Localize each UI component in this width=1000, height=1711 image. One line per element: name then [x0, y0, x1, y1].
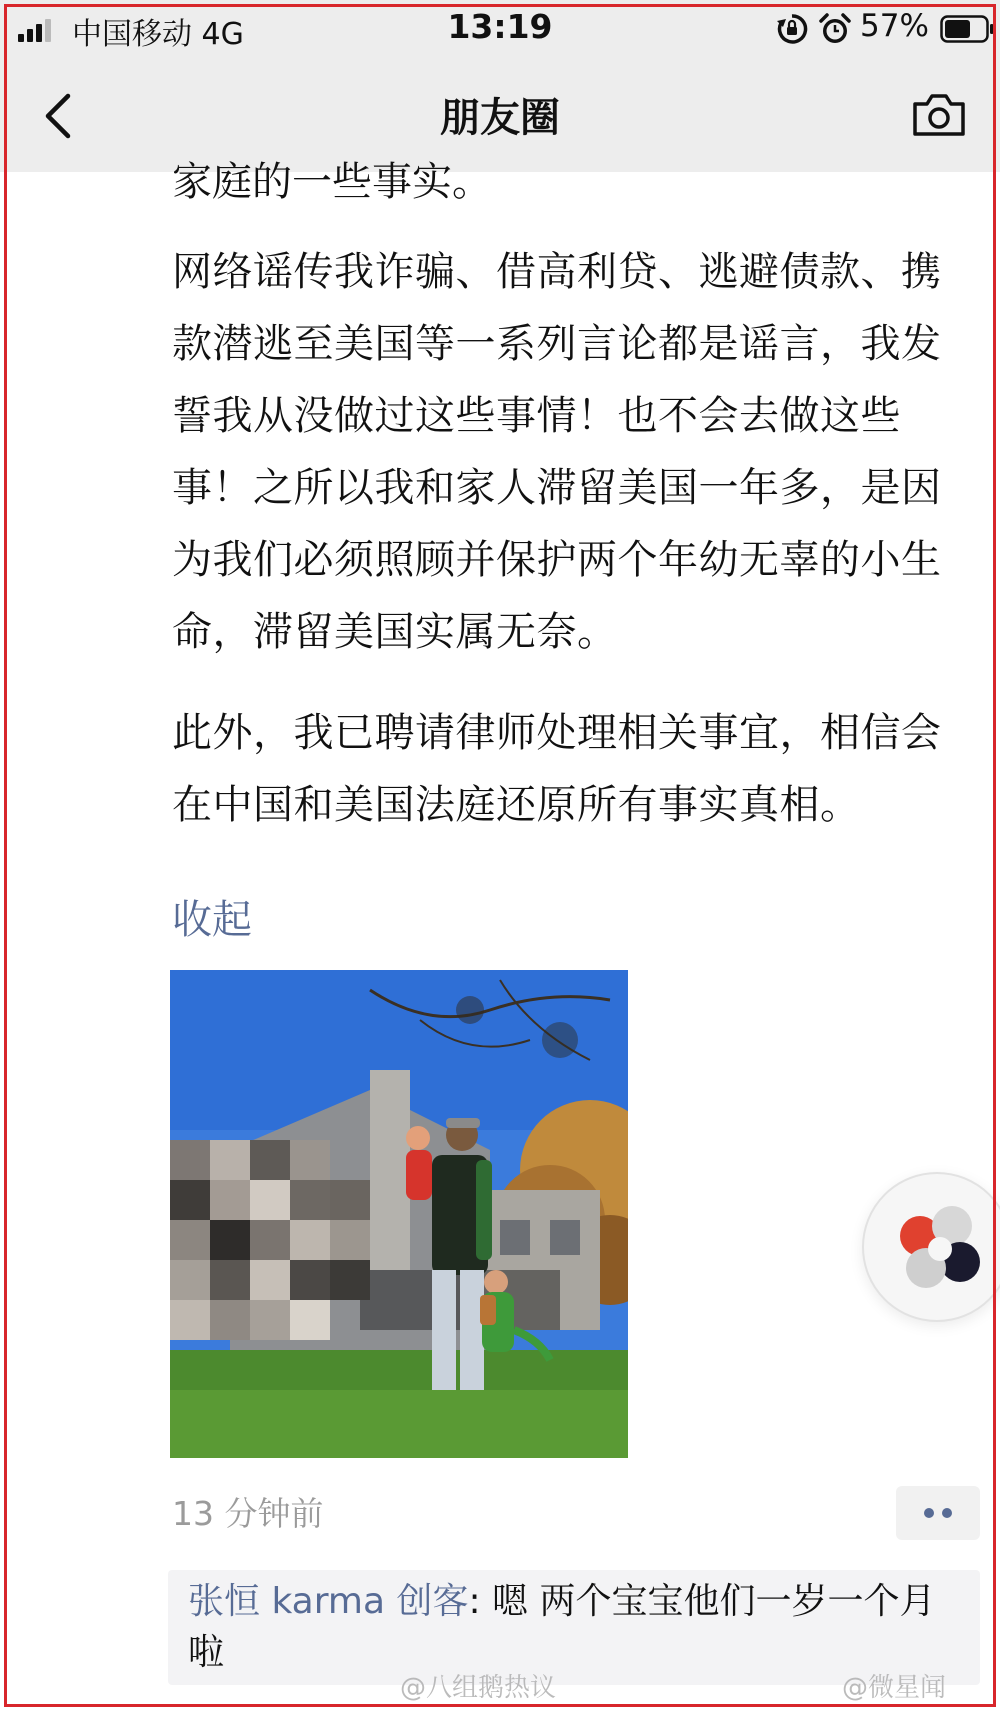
comment-separator: :	[468, 1581, 493, 1622]
more-icon	[942, 1508, 952, 1518]
watermark: @微星闻	[842, 1673, 947, 1703]
comment	[188, 1576, 968, 1678]
battery-icon	[940, 15, 994, 43]
comment-text: 嗯 两个宝宝他们一岁一个月啦	[188, 1581, 936, 1673]
post-cutoff-line: 家庭的一些事实。	[172, 159, 492, 205]
page-title: 朋友圈	[440, 95, 560, 141]
comment-author[interactable]: 张恒 karma 创客	[188, 1581, 469, 1622]
status-time: 13:19	[447, 7, 553, 46]
watermark: @八组鹅热议	[400, 1673, 557, 1703]
post-paragraph: 此外，我已聘请律师处理相关事宜，相信会在中国和美国法庭还原所有事实真相。	[172, 710, 942, 828]
pinwheel-icon	[864, 1174, 1000, 1324]
camera-icon[interactable]	[910, 90, 968, 138]
carrier-label: 中国移动 4G	[72, 17, 244, 52]
rotation-lock-icon	[776, 13, 808, 45]
post-photo[interactable]	[170, 970, 628, 1458]
status-bar	[0, 0, 1000, 60]
battery-percent: 57%	[860, 8, 929, 44]
more-icon	[924, 1508, 934, 1518]
more-button[interactable]	[896, 1486, 980, 1540]
collapse-link[interactable]: 收起	[172, 897, 252, 943]
alarm-icon	[818, 12, 852, 46]
floating-widget[interactable]	[862, 1172, 1000, 1322]
nav-bar	[0, 60, 1000, 172]
post-timestamp: 13 分钟前	[172, 1494, 324, 1533]
post-paragraph: 网络谣传我诈骗、借高利贷、逃避债款、携款潜逃至美国等一系列言论都是谣言，我发誓我从没做过这些事情！也不会去做这些事！之所以我和家人滞留美国一年多，是因为我们必须照顾并保护两个年幼无辜的小生命，滞留美国实属无奈。	[172, 249, 942, 655]
